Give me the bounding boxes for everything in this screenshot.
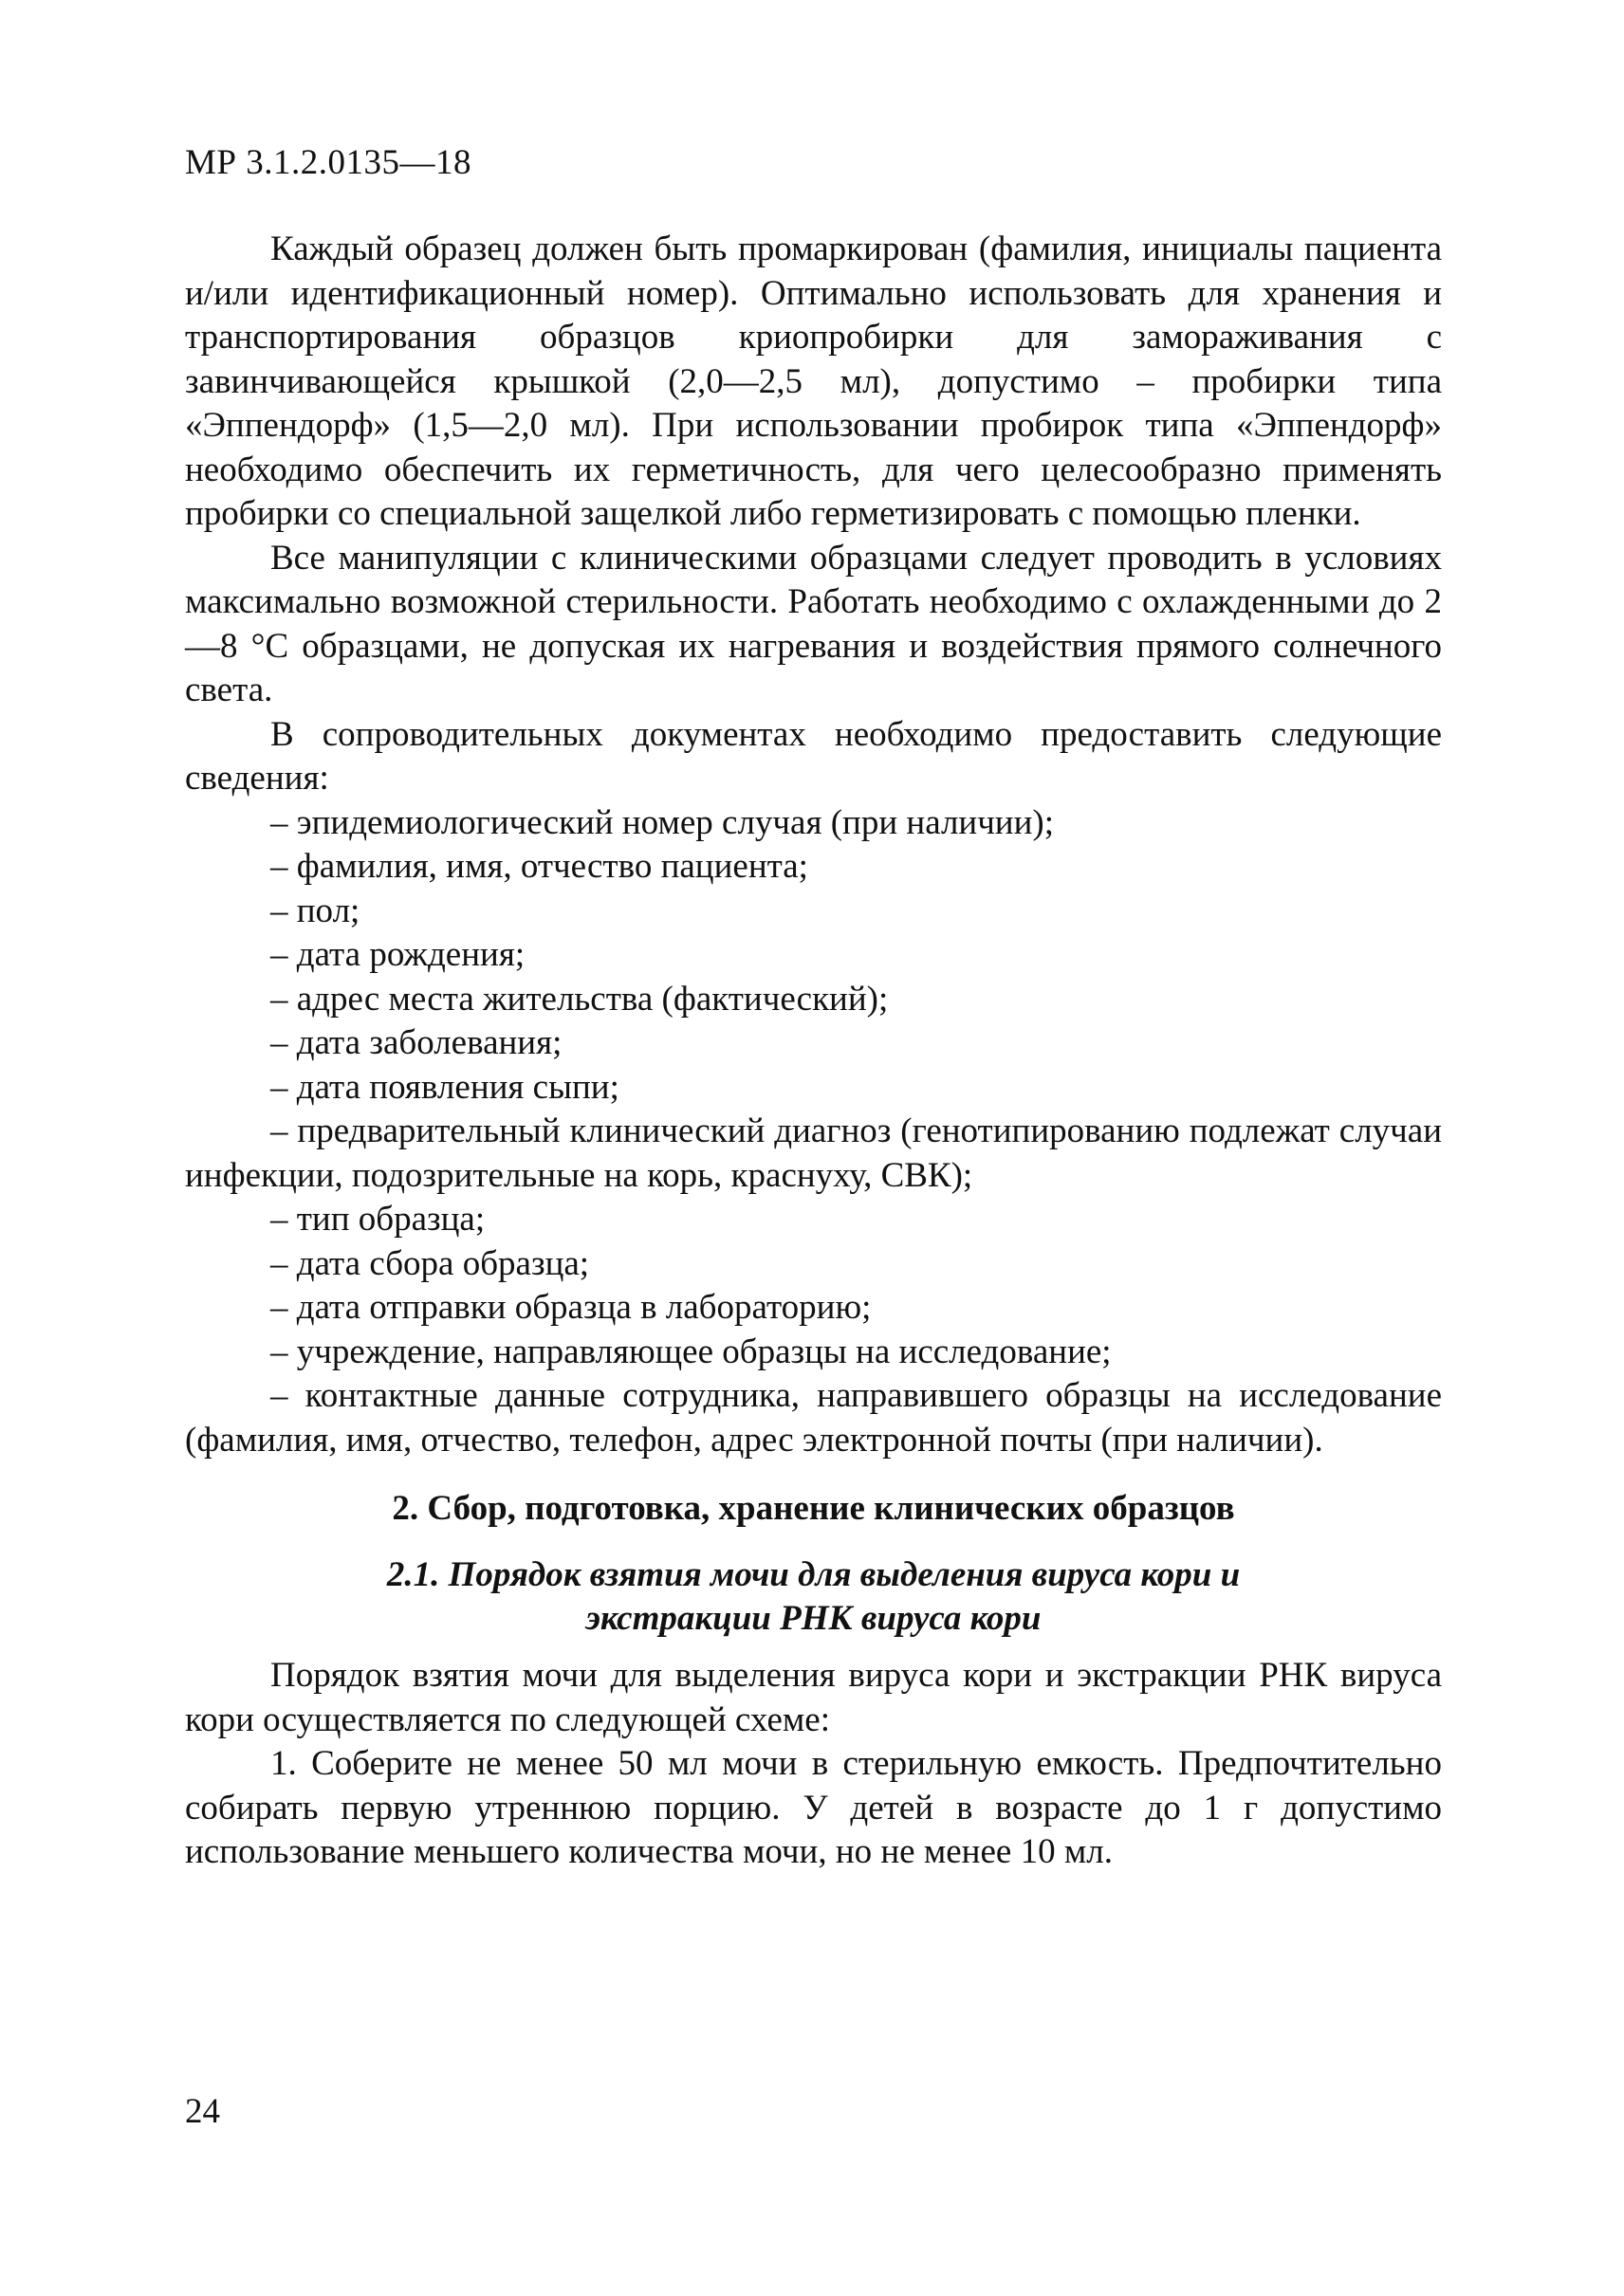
subsection-heading (185, 1553, 1442, 1641)
page-number: 24 (185, 2092, 220, 2131)
list-item: – учреждение, направляющее образцы на исследование; (270, 1332, 1112, 1371)
list-item: – тип образца; (270, 1200, 486, 1239)
paragraph-step-1: 1. Соберите не менее 50 мл мочи в стерильную емкость. Предпочтительно собирать первую утреннюю порцию. У детей в возрасте до 1 г допустимо использование меньшего количества мочи, но не менее 10 мл. (185, 1744, 1442, 1871)
list-item: – дата рождения; (270, 935, 526, 974)
paragraph-marking: Каждый образец должен быть промаркирован (фамилия, инициалы пациента и/или идентификационный номер). Оптимально использовать для хранения и транспортирования образцов криопробирки для замораживания с завинчивающейся крышкой (2,0—2,5 мл), допустимо – пробирки типа «Эппендорф» (1,5—2,0 мл). При использовании пробирок типа «Эппендорф» необходимо обеспечить их герметичность, для чего целесообразно применять пробирки со специальной защелкой либо герметизировать с помощью пленки. (185, 230, 1442, 533)
body-text (185, 228, 1442, 1875)
list-item: – дата заболевания; (270, 1023, 563, 1062)
list-item: – фамилия, имя, отчество пациента; (270, 847, 808, 886)
subsection-heading-line-2: экстракции РНК вируса кори (585, 1599, 1042, 1638)
list-item: – эпидемиологический номер случая (при наличии); (270, 802, 1055, 842)
section-heading: 2. Сбор, подготовка, хранение клинических образцов (392, 1489, 1235, 1528)
list-item: – дата сбора образца; (270, 1243, 590, 1283)
paragraph-documents-intro: В сопроводительных документах необходимо предоставить следующие сведения: (185, 714, 1442, 798)
paragraph-manipulations: Все манипуляции с клиническими образцами следует проводить в условиях максимально возможной стерильности. Работать необходимо с охлажденными до 2—8 °С образцами, не допуская их нагревания и воздействия прямого солнечного света. (185, 538, 1442, 709)
list-item: – дата отправки образца в лабораторию; (270, 1288, 872, 1327)
list-item: – адрес места жительства (фактический); (270, 979, 889, 1019)
list-item: – контактные данные сотрудника, направившего образцы на исследование (фамилия, имя, отчество, телефон, адрес электронной почты (при наличии). (185, 1376, 1442, 1460)
list-item: – дата появления сыпи; (270, 1067, 619, 1107)
list-item: – пол; (270, 891, 360, 930)
subsection-heading-line-1: 2.1. Порядок взятия мочи для выделения вируса кори и (386, 1555, 1241, 1594)
document-code-header: МР 3.1.2.0135—18 (185, 143, 471, 182)
list-item: – предварительный клинический диагноз (генотипированию подлежат случаи инфекции, подозрительные на корь, краснуху, СВК); (185, 1111, 1442, 1195)
required-info-list (185, 801, 1442, 1463)
paragraph-procedure-intro: Порядок взятия мочи для выделения вируса кори и экстракции РНК вируса кори осуществляется по следующей схеме: (185, 1656, 1442, 1739)
